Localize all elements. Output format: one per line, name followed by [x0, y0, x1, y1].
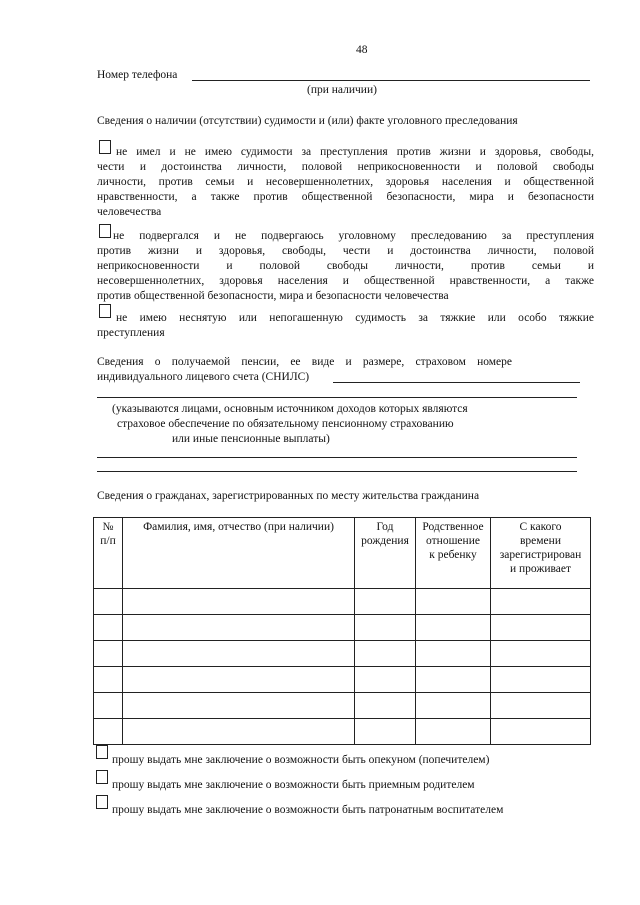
phone-field-line[interactable] — [192, 80, 590, 81]
table-cell[interactable] — [94, 589, 123, 615]
table-cell[interactable] — [123, 693, 355, 719]
table-cell[interactable] — [416, 693, 491, 719]
col-number-header — [94, 518, 123, 589]
table-cell[interactable] — [416, 589, 491, 615]
table-row — [94, 693, 591, 719]
registered-persons-table — [93, 517, 591, 745]
table-row — [94, 589, 591, 615]
guardian-request-checkbox[interactable] — [96, 745, 108, 759]
table-cell[interactable] — [94, 615, 123, 641]
pension-note-line-3: или иные пенсионные выплаты) — [172, 433, 330, 445]
no-conviction-line-4: нравственности, а также против общественной безопасности, мира и безопасности — [97, 191, 594, 203]
col-name-header — [123, 518, 355, 589]
col-relation-header-line: Родственное — [422, 521, 484, 533]
pension-field-line-3[interactable] — [97, 457, 577, 458]
table-cell[interactable] — [355, 693, 416, 719]
table-cell[interactable] — [491, 719, 591, 745]
col-name-header-line: Фамилия, имя, отчество (при наличии) — [143, 521, 334, 533]
table-cell[interactable] — [123, 615, 355, 641]
no-grave-conviction-line-2: преступления — [97, 327, 165, 339]
foster-parent-request-checkbox[interactable] — [96, 770, 108, 784]
no-conviction-line-5: человечества — [97, 206, 162, 218]
table-cell[interactable] — [94, 719, 123, 745]
pension-note-line-2: страховое обеспечение по обязательному пенсионному страхованию — [117, 418, 454, 430]
pension-note-line-1: (указываются лицами, основным источником доходов которых являются — [112, 403, 468, 415]
criminal-heading: Сведения о наличии (отсутствии) судимости и (или) факте уголовного преследования — [97, 115, 518, 127]
col-birth-year-header-line: Год — [376, 521, 394, 533]
table-cell[interactable] — [355, 719, 416, 745]
table-cell[interactable] — [416, 719, 491, 745]
table-cell[interactable] — [416, 615, 491, 641]
table-header-row — [94, 518, 591, 589]
table-cell[interactable] — [416, 641, 491, 667]
phone-label: Номер телефона — [97, 69, 178, 81]
pension-line-2: индивидуального лицевого счета (СНИЛС) — [97, 371, 310, 383]
no-grave-conviction-checkbox[interactable] — [99, 304, 111, 318]
table-cell[interactable] — [491, 693, 591, 719]
pension-field-line-2[interactable] — [97, 397, 577, 398]
table-row — [94, 719, 591, 745]
table-cell[interactable] — [94, 641, 123, 667]
table-row — [94, 615, 591, 641]
col-birth-year-header — [355, 518, 416, 589]
no-prosecution-line-4: несовершеннолетних, здоровья населения и общественной нравственности, а также — [97, 275, 594, 287]
table-row — [94, 667, 591, 693]
table-cell[interactable] — [123, 641, 355, 667]
col-relation-header-line: отношение — [426, 535, 480, 547]
table-cell[interactable] — [416, 667, 491, 693]
registered-heading: Сведения о гражданах, зарегистрированных по месту жительства гражданина — [97, 490, 480, 502]
table-cell[interactable] — [355, 615, 416, 641]
no-prosecution-line-5: против общественной безопасности, мира и безопасности человечества — [97, 290, 449, 302]
col-since-header-line: времени — [520, 535, 561, 547]
table-cell[interactable] — [123, 589, 355, 615]
col-birth-year-header-line: рождения — [361, 535, 409, 547]
table-cell[interactable] — [123, 719, 355, 745]
no-conviction-checkbox[interactable] — [99, 140, 111, 154]
foster-parent-request-label: прошу выдать мне заключение о возможности быть приемным родителем — [112, 779, 475, 791]
table-row — [94, 641, 591, 667]
no-grave-conviction-line-1: не имею неснятую или непогашенную судимость за тяжкие или особо тяжкие — [116, 312, 594, 324]
pension-field-line-4[interactable] — [97, 471, 577, 472]
table-cell[interactable] — [491, 615, 591, 641]
table-cell[interactable] — [491, 641, 591, 667]
pension-line-1: Сведения о получаемой пенсии, ее виде и размере, страховом номере — [97, 356, 512, 368]
no-prosecution-checkbox[interactable] — [99, 224, 111, 238]
col-since-header — [491, 518, 591, 589]
patronage-request-label: прошу выдать мне заключение о возможности быть патронатным воспитателем — [112, 804, 504, 816]
col-relation-header — [416, 518, 491, 589]
pension-field-line[interactable] — [333, 382, 580, 383]
table-cell[interactable] — [355, 641, 416, 667]
col-number-header-line: № — [102, 521, 114, 533]
no-conviction-line-1: не имел и не имею судимости за преступления против жизни и здоровья, свободы, — [116, 146, 594, 158]
no-prosecution-line-3: неприкосновенности и половой свободы личности, против семьи и — [97, 260, 594, 272]
no-prosecution-line-2: против жизни и здоровья, свободы, чести и достоинства личности, половой — [97, 245, 594, 257]
no-prosecution-line-1: не подвергался и не подвергаюсь уголовному преследованию за преступления — [113, 230, 594, 242]
col-since-header-line: и проживает — [509, 563, 571, 575]
table-cell[interactable] — [355, 667, 416, 693]
col-since-header-line: зарегистрирован — [499, 549, 582, 561]
col-relation-header-line: к ребенку — [429, 549, 477, 561]
table-cell[interactable] — [491, 589, 591, 615]
col-since-header-line: С какого — [519, 521, 562, 533]
table-cell[interactable] — [94, 667, 123, 693]
table-cell[interactable] — [123, 667, 355, 693]
no-conviction-line-3: личности, против семьи и несовершеннолетних, здоровья населения и общественной — [97, 176, 594, 188]
table-cell[interactable] — [491, 667, 591, 693]
no-conviction-line-2: чести и достоинства личности, половой неприкосновенности и половой свободы — [97, 161, 594, 173]
phone-hint: (при наличии) — [307, 84, 377, 96]
table-cell[interactable] — [355, 589, 416, 615]
col-number-header-line: п/п — [100, 535, 116, 547]
guardian-request-label: прошу выдать мне заключение о возможности быть опекуном (попечителем) — [112, 754, 490, 766]
patronage-request-checkbox[interactable] — [96, 795, 108, 809]
table-cell[interactable] — [94, 693, 123, 719]
page-number: 48 — [356, 44, 368, 56]
